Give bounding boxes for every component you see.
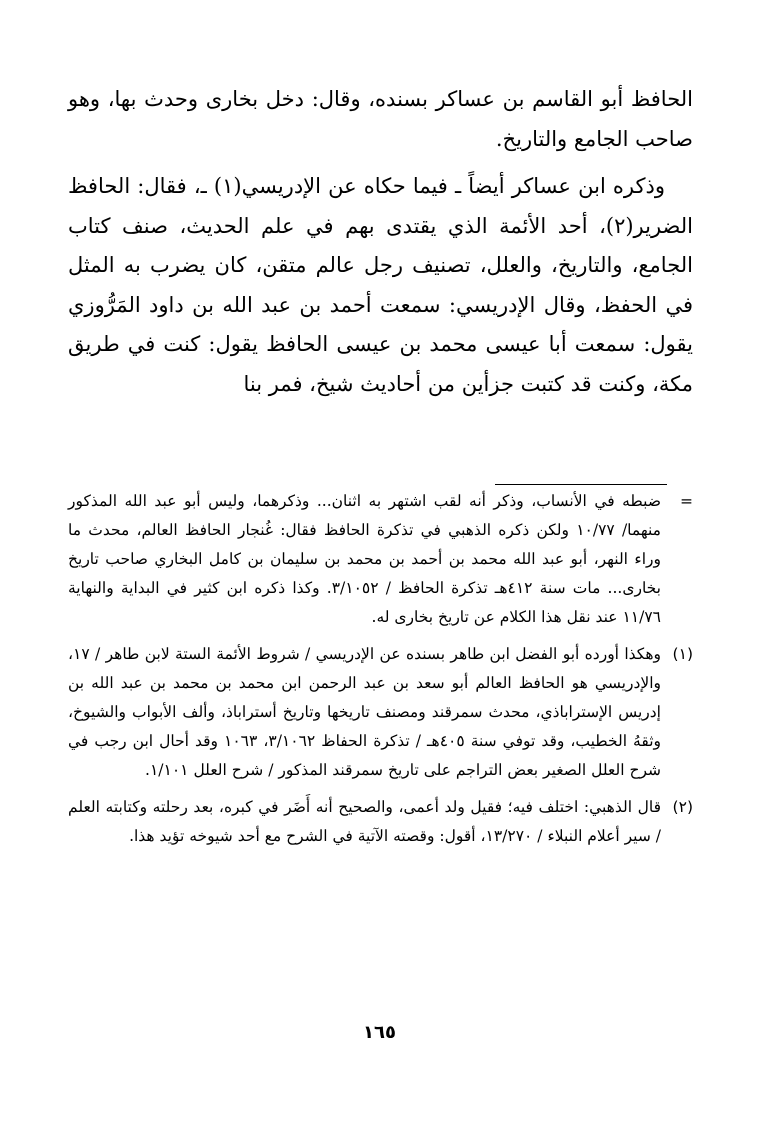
body-paragraph-1: الحافظ أبو القاسم بن عساكر بسنده، وقال: دخل بخارى وحدث بها، وهو صاحب الجامع والتاريخ.	[68, 87, 693, 151]
footnote-separator	[495, 484, 667, 485]
footnote-marker: (١)	[672, 645, 693, 663]
main-text	[68, 80, 693, 404]
footnotes	[68, 487, 693, 859]
body-paragraph-2: وذكره ابن عساكر أيضاً ـ فيما حكاه عن الإدريسي(١) ـ، فقال: الحافظ الضرير(٢)، أحد الأئمة الذي يقتدى بهم في علم الحديث، صنف كتاب الجامع، والتاريخ، والعلل، تصنيف رجل عالم متقن، كان يضرب به المثل في الحفظ، وقال الإدريسي: سمعت أحمد بن عبد الله بن داود المَرُّوزي يقول: سمعت أبا عيسى محمد بن عيسى الحافظ يقول: كنت في طريق مكة، وكنت قد كتبت جزأين من أحاديث شيخ، فمر بنا	[68, 174, 693, 396]
footnote-1	[68, 640, 693, 785]
footnote-continuation	[68, 487, 693, 632]
footnote-2	[68, 793, 693, 851]
footnote-text: قال الذهبي: اختلف فيه؛ فقيل ولد أعمى، والصحيح أنه أَضَر في كبره، بعد رحلته وكتابته العلم / سير أعلام النبلاء / ١٣/٢٧٠، أقول: وقصته الآتية في الشرح مع أحد شيوخه تؤيد هذا.	[68, 798, 661, 845]
footnote-text: وهكذا أورده أبو الفضل ابن طاهر بسنده عن الإدريسي / شروط الأئمة الستة لابن طاهر / ١٧، والإدريسي هو الحافظ العالم أبو سعد بن عبد الرحمن ابن محمد بن محمد بن عبد الله بن إدريس الإستراباذي، محدث سمرقند ومصنف تاريخها وتاريخ أستراباذ، وألف الأبواب والشيوخ، وثقهُ الخطيب، وقد توفي سنة ٤٠٥هـ / تذكرة الحفاظ ٣/١٠٦٢، ١٠٦٣ وقد أحال ابن رجب في شرح العلل الصغير بعض التراجم على تاريخ سمرقند المذكور / شرح العلل ١/١٠١.	[68, 645, 662, 779]
footnote-marker: (٢)	[672, 798, 693, 816]
footnote-text: ضبطه في الأنساب، وذكر أنه لقب اشتهر به اثنان... وذكرهما، وليس أبو عبد الله المذكور منهما/ ١٠/٧٧ ولكن ذكره الذهبي في تذكرة الحافظ فقال: غُنجار الحافظ العالم، محدث ما وراء النهر، أبو عبد الله محمد بن أحمد بن محمد بن سليمان بن كامل البخاري صاحب تاريخ بخارى... مات سنة ٤١٢هـ تذكرة الحافظ / ٣/١٠٥٢. وكذا ذكره ابن كثير في البداية والنهاية ١١/٧٦ عند نقل هذا الكلام عن تاريخ بخارى له.	[68, 492, 661, 626]
page-number: ١٦٥	[363, 1022, 396, 1043]
footnote-marker: =	[680, 492, 693, 510]
